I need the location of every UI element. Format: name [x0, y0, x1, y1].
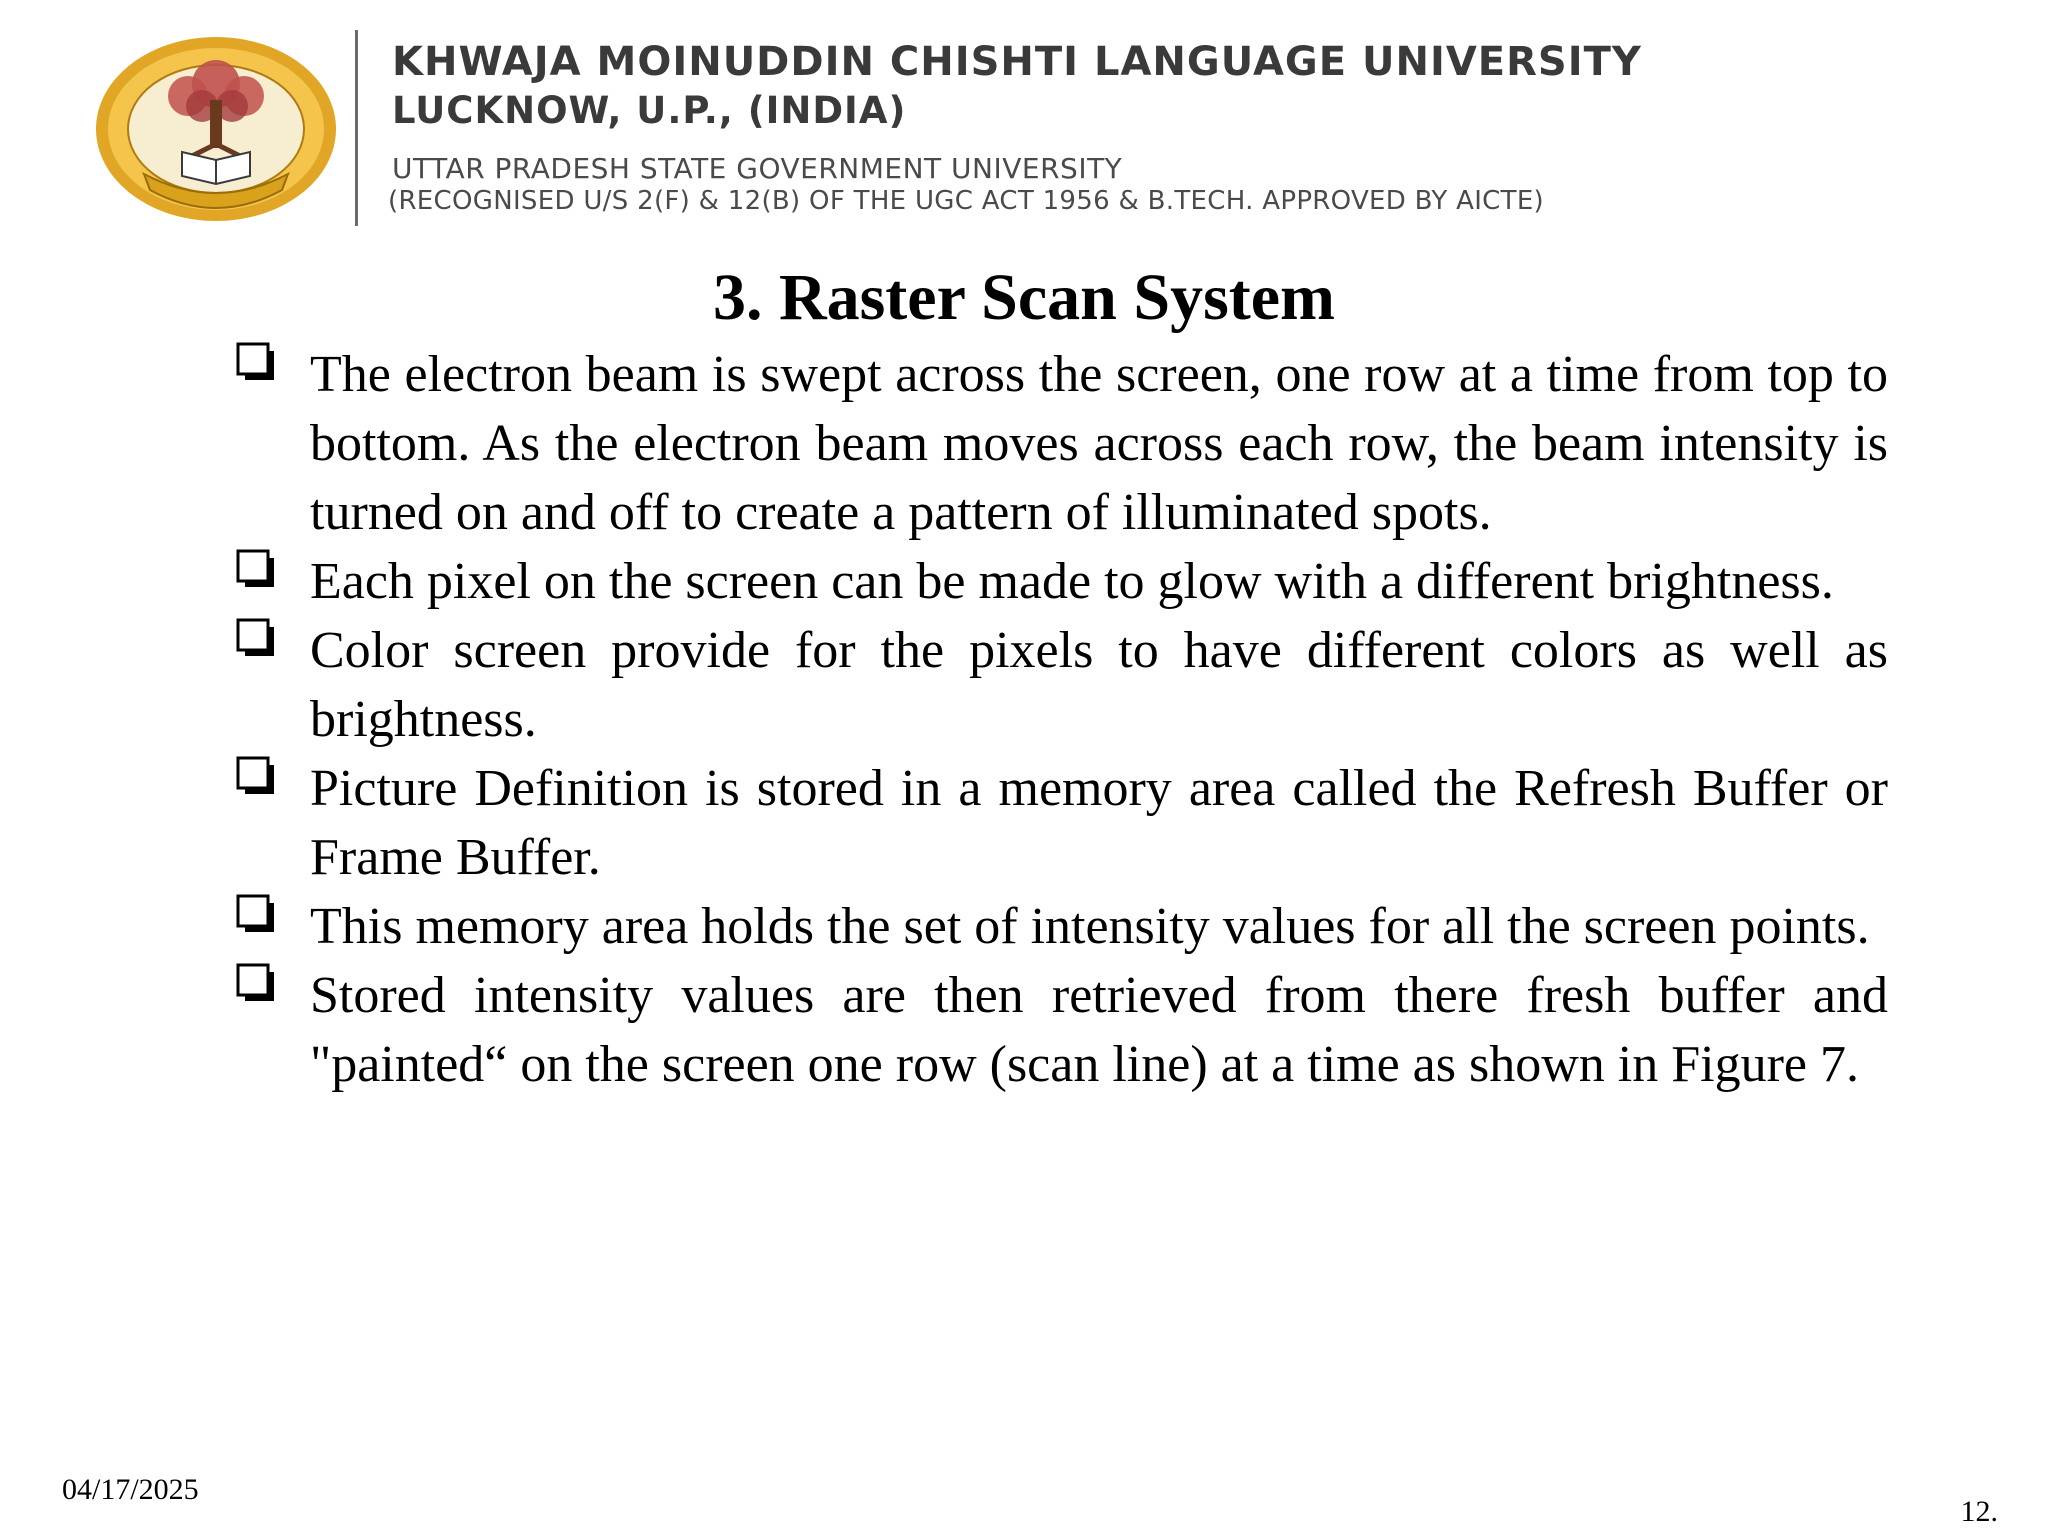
bullet-item — [232, 754, 1888, 892]
page-number: 12. — [1960, 1495, 1998, 1528]
slide-header — [0, 0, 2048, 240]
university-status: UTTAR PRADESH STATE GOVERNMENT UNIVERSITY — [392, 152, 1123, 185]
bullet-text: This memory area holds the set of intensity values for all the screen points. — [310, 898, 1870, 955]
slide-title: 3. Raster Scan System — [712, 261, 1336, 334]
bullet-item — [232, 892, 1888, 961]
bullet-text: Picture Definition is stored in a memory area called the Refresh Buffer or Frame Buffer. — [310, 760, 1888, 886]
checkbox-square-icon — [236, 342, 276, 382]
bullet-text: The electron beam is swept across the screen, one row at a time from top to bottom. As the electron beam moves across each row, the beam intensity is turned on and off to create a pattern of illuminated spots. — [310, 346, 1888, 541]
checkbox-square-icon — [236, 618, 276, 658]
bullet-item — [232, 961, 1888, 1099]
university-location: LUCKNOW, U.P., (INDIA) — [392, 89, 907, 132]
checkbox-square-icon — [236, 756, 276, 796]
checkbox-square-icon — [236, 894, 276, 934]
university-name: KHWAJA MOINUDDIN CHISHTI LANGUAGE UNIVERSITY — [392, 39, 1642, 85]
university-recognition: (RECOGNISED U/S 2(F) & 12(B) OF THE UGC ACT 1956 & B.TECH. APPROVED BY AICTE) — [388, 186, 1544, 216]
bullet-list — [232, 340, 1888, 1099]
slide-date: 04/17/2025 — [62, 1473, 199, 1506]
bullet-text: Each pixel on the screen can be made to glow with a different brightness. — [310, 553, 1834, 610]
university-logo — [92, 34, 340, 224]
bullet-item — [232, 340, 1888, 547]
bullet-text: Color screen provide for the pixels to have different colors as well as brightness. — [310, 622, 1888, 748]
bullet-item — [232, 616, 1888, 754]
checkbox-square-icon — [236, 963, 276, 1003]
header-divider — [355, 30, 358, 226]
bullet-text: Stored intensity values are then retrieved from there fresh buffer and "painted“ on the screen one row (scan line) at a time as shown in Figure 7. — [310, 967, 1888, 1093]
bullet-item — [232, 547, 1888, 616]
checkbox-square-icon — [236, 549, 276, 589]
